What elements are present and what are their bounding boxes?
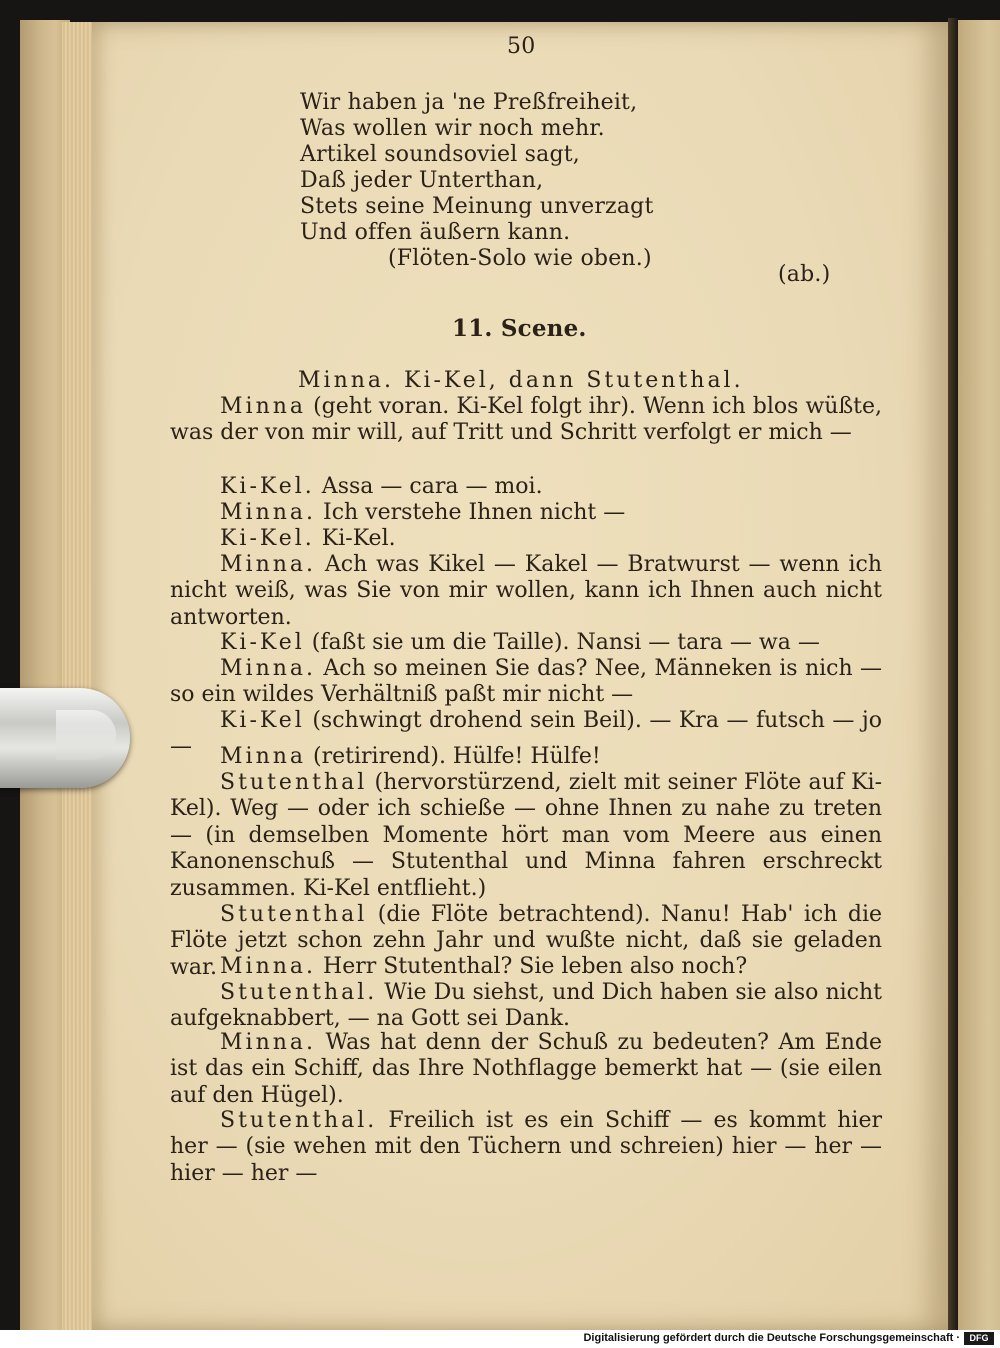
dialogue-text: (retirirend). Hülfe! Hülfe! xyxy=(306,744,601,769)
dialogue-text: Was hat denn der Schuß zu bedeuten? Am Ende ist das ein Schiff, das Ihre Nothflagge bemerkt hat — (sie eilen auf den Hügel). xyxy=(170,1030,882,1108)
speaker-name: Stutenthal. xyxy=(220,980,378,1005)
book-gutter xyxy=(948,18,958,1330)
verse-line: Stets seine Meinung unverzagt xyxy=(300,194,654,219)
speaker-name: Minna. xyxy=(220,954,317,979)
dialogue-text: Herr Stutenthal? Sie leben also noch? xyxy=(316,954,748,979)
dialogue-text: Wie Du siehst, und Dich haben sie also nicht aufgeknabbert, — na Gott sei Dank. xyxy=(170,980,882,1032)
speaker-name: Ki-Kel. xyxy=(220,474,315,499)
verse-line: Wir haben ja 'ne Preßfreiheit, xyxy=(300,90,638,115)
dialogue-paragraph xyxy=(170,744,882,770)
speaker-name: Ki-Kel xyxy=(220,708,305,733)
dialogue-text: (faßt sie um die Taille). Nansi — tara — wa — xyxy=(304,630,820,655)
dialogue-paragraph xyxy=(170,630,882,656)
dialogue-text: Ich verstehe Ihnen nicht — xyxy=(316,500,626,525)
dialogue-text: (hervorstürzend, zielt mit seiner Flöte auf Ki-Kel). Weg — oder ich schieße — ohne Ihnen zu nahe zu treten — (in demselben Momente hört man vom Meere aus einen Kanonenschuß — Stutenthal und Minna fahren erschreckt zusammen. Ki-Kel entflieht.) xyxy=(170,770,882,901)
dialogue-text: (geht voran. Ki-Kel folgt ihr). Wenn ich blos wüßte, was der von mir will, auf Tritt und Schritt verfolgt er mich — xyxy=(170,394,882,446)
dialogue-text: Freilich ist es ein Schiff — es kommt hier her — (sie wehen mit den Tüchern und schreien) hier — her — hier — her — xyxy=(170,1108,882,1186)
dialogue-paragraph xyxy=(170,770,882,902)
verse-line: Und offen äußern kann. xyxy=(300,220,571,245)
speaker-name: Minna. xyxy=(220,1030,317,1055)
speaker-name: Minna. xyxy=(220,552,317,577)
dialogue-text: Ki-Kel. xyxy=(314,526,396,551)
clip-highlight xyxy=(56,710,116,760)
speaker-name: Minna. xyxy=(220,656,317,681)
dialogue-paragraph xyxy=(170,552,882,631)
scene-heading: 11. Scene. xyxy=(452,315,587,342)
speaker-name: Minna xyxy=(220,744,307,769)
dialogue-paragraph xyxy=(170,1030,882,1109)
funding-notice: Digitalisierung gefördert durch die Deutsche Forschungsgemeinschaft · xyxy=(583,1332,960,1344)
page-number: 50 xyxy=(507,34,536,59)
dialogue-paragraph xyxy=(170,394,882,447)
dialogue-text: Ach so meinen Sie das? Nee, Männeken is nich — so ein wildes Verhältniß paßt mir nicht — xyxy=(170,656,882,708)
dialogue-paragraph xyxy=(170,1108,882,1187)
dialogue-paragraph xyxy=(170,656,882,709)
stage-direction: (Flöten-Solo wie oben.) xyxy=(388,246,652,271)
dialogue-paragraph xyxy=(170,474,882,500)
page-clip xyxy=(0,688,130,788)
dialogue-text: (schwingt drohend sein Beil). — Kra — futsch — jo — xyxy=(170,708,882,760)
speaker-name: Minna. xyxy=(220,500,317,525)
speaker-name: Ki-Kel. xyxy=(220,526,315,551)
speaker-name: Stutenthal xyxy=(220,902,368,927)
verse-line: Artikel soundsoviel sagt, xyxy=(300,142,580,167)
exit-direction: (ab.) xyxy=(778,262,831,287)
dialogue-paragraph xyxy=(170,500,882,526)
verse-line: Was wollen wir noch mehr. xyxy=(300,116,605,141)
dialogue-paragraph xyxy=(170,954,882,980)
dialogue-text: Assa — cara — moi. xyxy=(314,474,543,499)
dfg-logo-icon: DFG xyxy=(964,1332,994,1345)
dialogue-text: (die Flöte betrachtend). Nanu! Hab' ich die Flöte jetzt schon zehn Jahr und wußte nicht, daß sie geladen war. xyxy=(170,902,882,980)
footer-bar xyxy=(0,1330,1000,1348)
dramatis-personae: Minna. Ki-Kel, dann Stutenthal. xyxy=(298,368,744,393)
verse-line: Daß jeder Unterthan, xyxy=(300,168,544,193)
facing-page-edge xyxy=(958,20,1000,1330)
speaker-name: Stutenthal. xyxy=(220,1108,378,1133)
dialogue-paragraph xyxy=(170,526,882,552)
dialogue-paragraph xyxy=(170,980,882,1033)
dialogue-text: Ach was Kikel — Kakel — Bratwurst — wenn ich nicht weiß, was Sie von mir wollen, kann ich Ihnen auch nicht antworten. xyxy=(170,552,882,630)
speaker-name: Ki-Kel xyxy=(220,630,305,655)
speaker-name: Minna xyxy=(220,394,307,419)
speaker-name: Stutenthal xyxy=(220,770,368,795)
